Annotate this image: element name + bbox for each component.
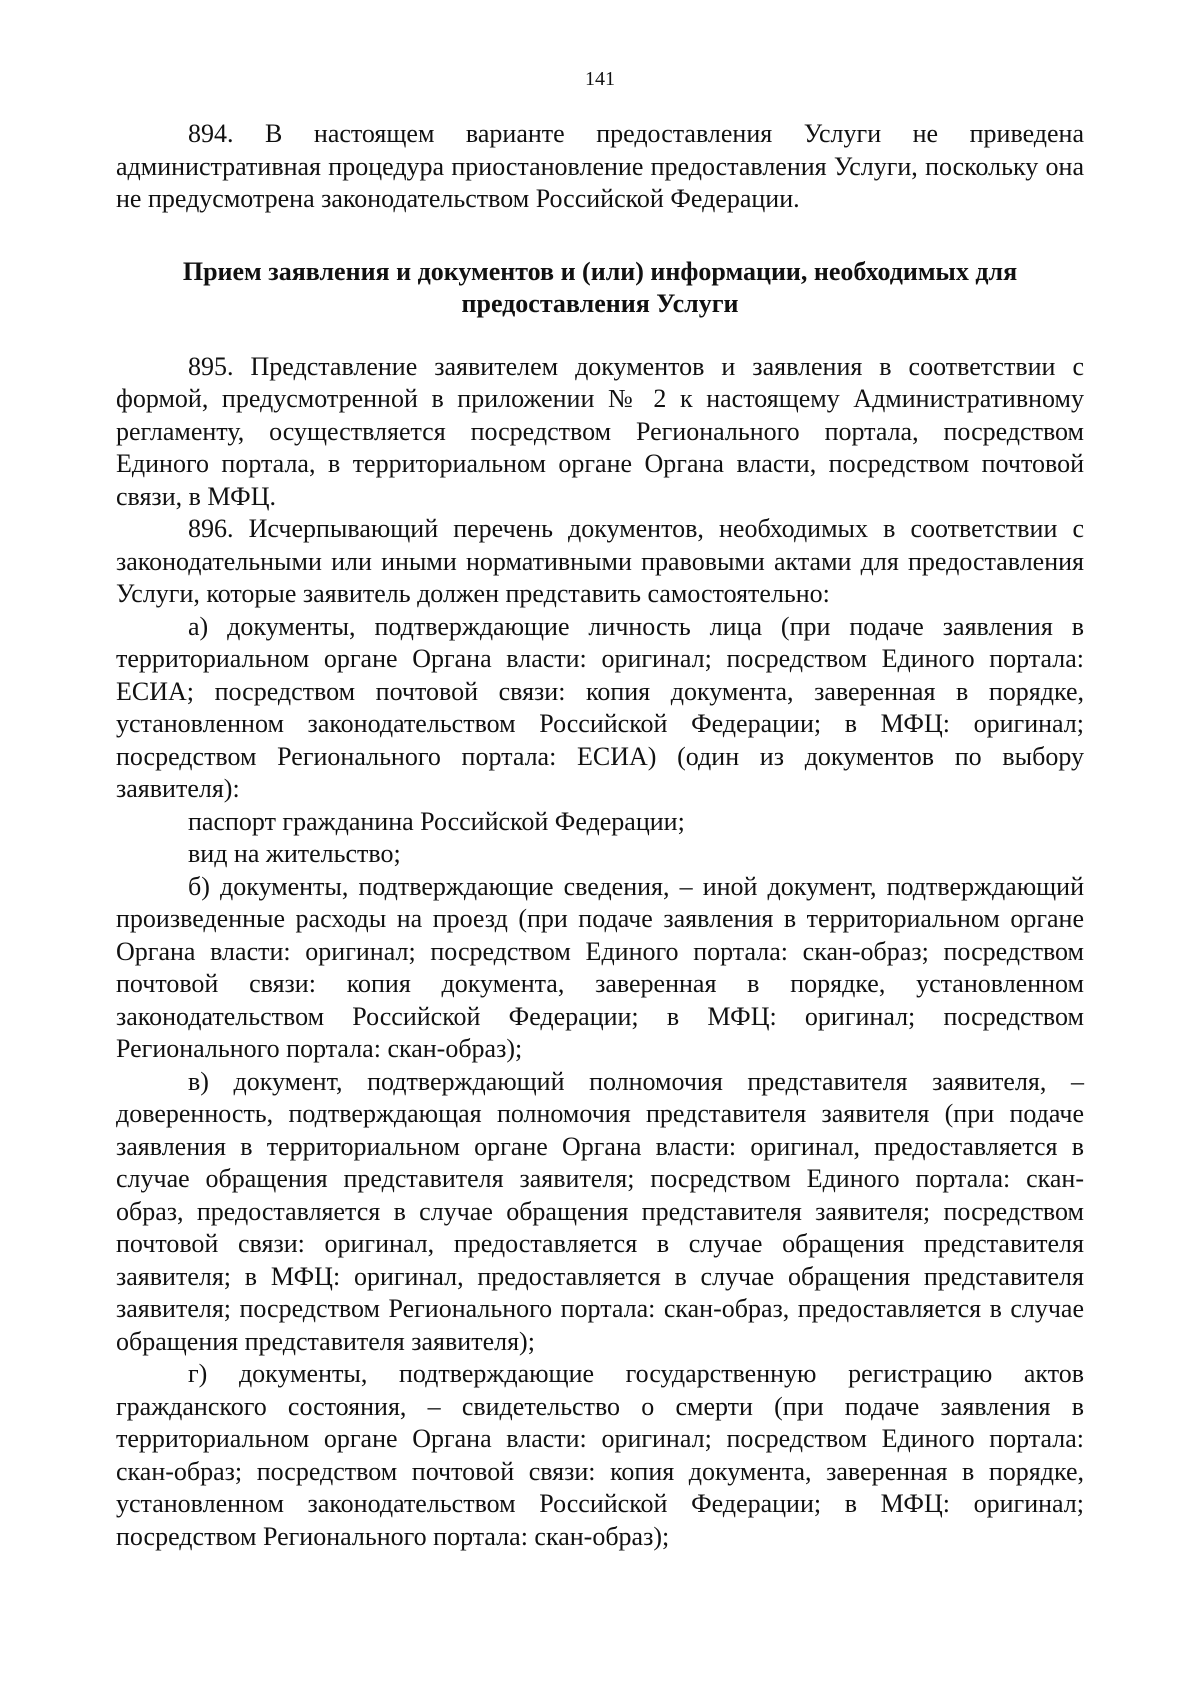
list-item-b: б) документы, подтверждающие сведения, – иной документ, подтверждающий произведенные расходы на проезд (при подаче заявления в территориальном органе Органа власти: оригинал; посредством Единого портала: скан-образ; посредством почтовой связи: копия документа, заверенная в порядке, установленном законодательством Российской Федерации; в МФЦ: оригинал; посредством Регионального портала: скан-образ); xyxy=(116,871,1084,1063)
list-subitem-passport: паспорт гражданина Российской Федерации; xyxy=(188,806,685,836)
list-item-v: в) документ, подтверждающий полномочия представителя заявителя, – доверенность, подтверждающая полномочия представителя заявителя (при подаче заявления в территориальном органе Органа власти: оригинал, предоставляется в случае обращения представителя заявителя; посредством Единого портала: скан-образ, предоставляется в случае обращения представителя заявителя; посредством почтовой связи: оригинал, предоставляется в случае обращения представителя заявителя; в МФЦ: оригинал, предоставляется в случае обращения представителя заявителя; посредством Регионального портала: скан-образ, предоставляется в случае обращения представителя заявителя); xyxy=(116,1066,1084,1356)
page-number: 141 xyxy=(585,68,615,90)
list-subitem-residence-permit: вид на жительство; xyxy=(188,839,401,868)
paragraph-896: 896. Исчерпывающий перечень документов, необходимых в соответствии с законодательными или иными нормативными правовыми актами для предоставления Услуги, которые заявитель должен представить самостоятельно: xyxy=(116,514,1084,608)
paragraph-895: 895. Представление заявителем документов и заявления в соответствии с формой, предусмотренной в приложении № 2 к настоящему Административному регламенту, осуществляется посредством Регионального портала, посредством Единого портала, в территориальном органе Органа власти, посредством почтовой связи, в МФЦ. xyxy=(116,351,1084,511)
paragraph-894: 894. В настоящем варианте предоставления Услуги не приведена административная процедура приостановление предоставления Услуги, поскольку она не предусмотрена законодательством Российской Федерации. xyxy=(116,119,1084,213)
list-item-g: г) документы, подтверждающие государственную регистрацию актов гражданского состояния, – свидетельство о смерти (при подаче заявления в территориальном органе Органа власти: оригинал; посредством Единого портала: скан-образ; посредством почтовой связи: копия документа, заверенная в порядке, установленном законодательством Российской Федерации; в МФЦ: оригинал; посредством Регионального портала: скан-образ); xyxy=(116,1359,1084,1551)
list-item-a: а) документы, подтверждающие личность лица (при подаче заявления в территориальном органе Органа власти: оригинал; посредством Единого портала: ЕСИА; посредством почтовой связи: копия документа, заверенная в порядке, установленном законодательством Российской Федерации; в МФЦ: оригинал; посредством Регионального портала: ЕСИА) (один из документов по выбору заявителя): xyxy=(116,611,1084,803)
document-body xyxy=(116,118,1084,1553)
section-heading: Прием заявления и документов и (или) информации, необходимых для предоставления Услуги xyxy=(182,256,1018,318)
